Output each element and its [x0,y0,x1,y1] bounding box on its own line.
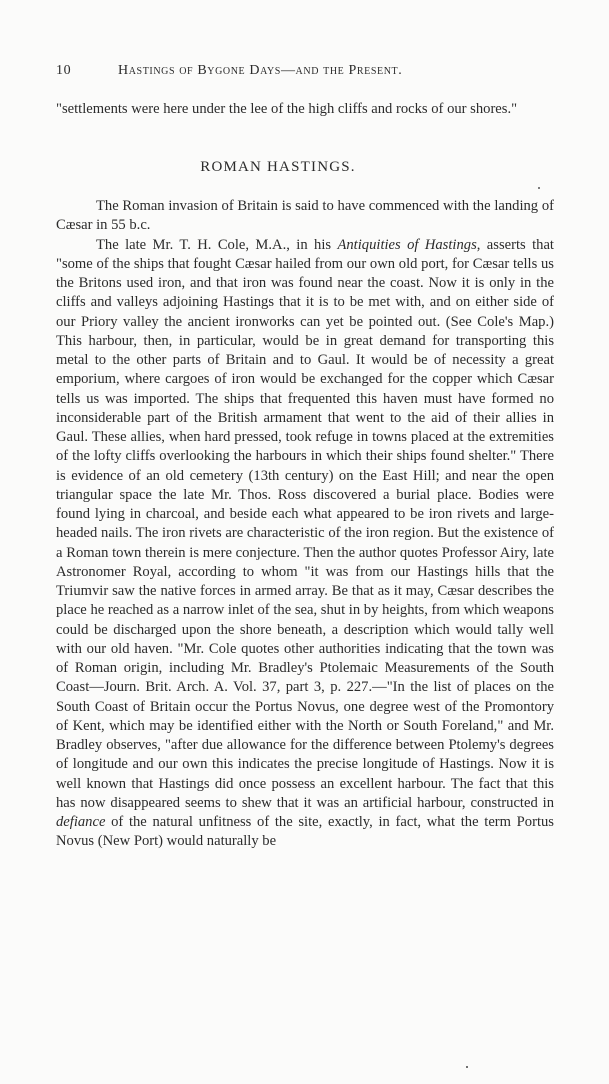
paragraph-2-text-c: of the natural unfitness of the site, exactly, in fact, what the term Portus Novus (New Port) would naturally be [56,814,554,850]
book-title-italic: Antiquities of Hastings [337,236,477,253]
paragraph-2-text-a: The late Mr. T. H. Cole, M.A., in his [96,236,338,253]
print-speck [538,187,540,189]
paragraph-2-text-b: , asserts that "some of the ships that fought Cæsar hailed from our own old port, for Cæsar tells us the Britons used iron, and that iron was found near the coast. Now it is only in the cliffs and valleys adjoining Hastings that it is to be met with, and on either side of our Priory valley the ancient ironworks can yet be pointed out. (See Cole's Map.) This harbour, then, in particular, would be in great demand for transporting this metal to the other parts of Britain and to Gaul. It would be of necessity a great emporium, where cargoes of iron would be exchanged for the copper which Cæsar tells us was imported. The ships that frequented this haven must have formed no inconsiderable part of the British armament that went to the aid of their allies in Gaul. These allies, when hard pressed, took refuge in towns placed at the extremities of the lofty cliffs overlooking the harbours in which their ships found shelter." There is evidence of an old cemetery (13th century) on the East Hill; and near the open triangular space the late Mr. Thos. Ross discovered a burial place. Bodies were found lying in charcoal, and beside each what appeared to be iron rivets and large-headed nails. The iron rivets are characteristic of the iron region. But the existence of a Roman town therein is mere conjecture. Then the author quotes Professor Airy, late Astronomer Royal, according to whom "it was from our Hastings hills that the Triumvir saw the native forces in armed array. Be that as it may, Cæsar describes the place he reached as a narrow inlet of the sea, shut in by heights, from which weapons could be discharged upon the shore beneath, a description which would tally well with our old haven. "Mr. Cole quotes other authorities indicating that the town was of Roman origin, including Mr. Bradley's Ptolemaic Measurements of the South Coast—Journ. Brit. Arch. A. Vol. 37, part 3, p. 227.—"In the list of places on the South Coast of Britain occur the Portus Novus, one degree west of the Promontory of Kent, which may be identified either with the North or South Foreland," and Mr. Bradley observes, "after due allowance for the difference between Ptolemy's degrees of longitude and our own this indicates the precise longitude of Hastings. Now it is well known that Hastings did once possess an excellent harbour. The fact that this has now disappeared seems to shew that it was an artificial harbour, constructed in [56,236,554,811]
running-head: Hastings of Bygone Days—and the Present. [118,63,403,78]
section-heading [56,159,554,176]
section-heading-text: ROMAN HASTINGS. [200,159,356,175]
body-text [56,197,554,852]
intro-quote: "settlements were here under the lee of the high cliffs and rocks of our shores." [56,101,518,117]
print-speck-bottom [466,1066,468,1068]
paragraph-2 [56,236,554,852]
emphasis-italic: defiance [56,814,106,830]
paragraph-1: The Roman invasion of Britain is said to have commenced with the landing of Cæsar in 55 b.c. [56,198,554,234]
page-number: 10 [56,63,72,78]
page-header [56,63,554,85]
intro-quote-block [56,100,554,119]
